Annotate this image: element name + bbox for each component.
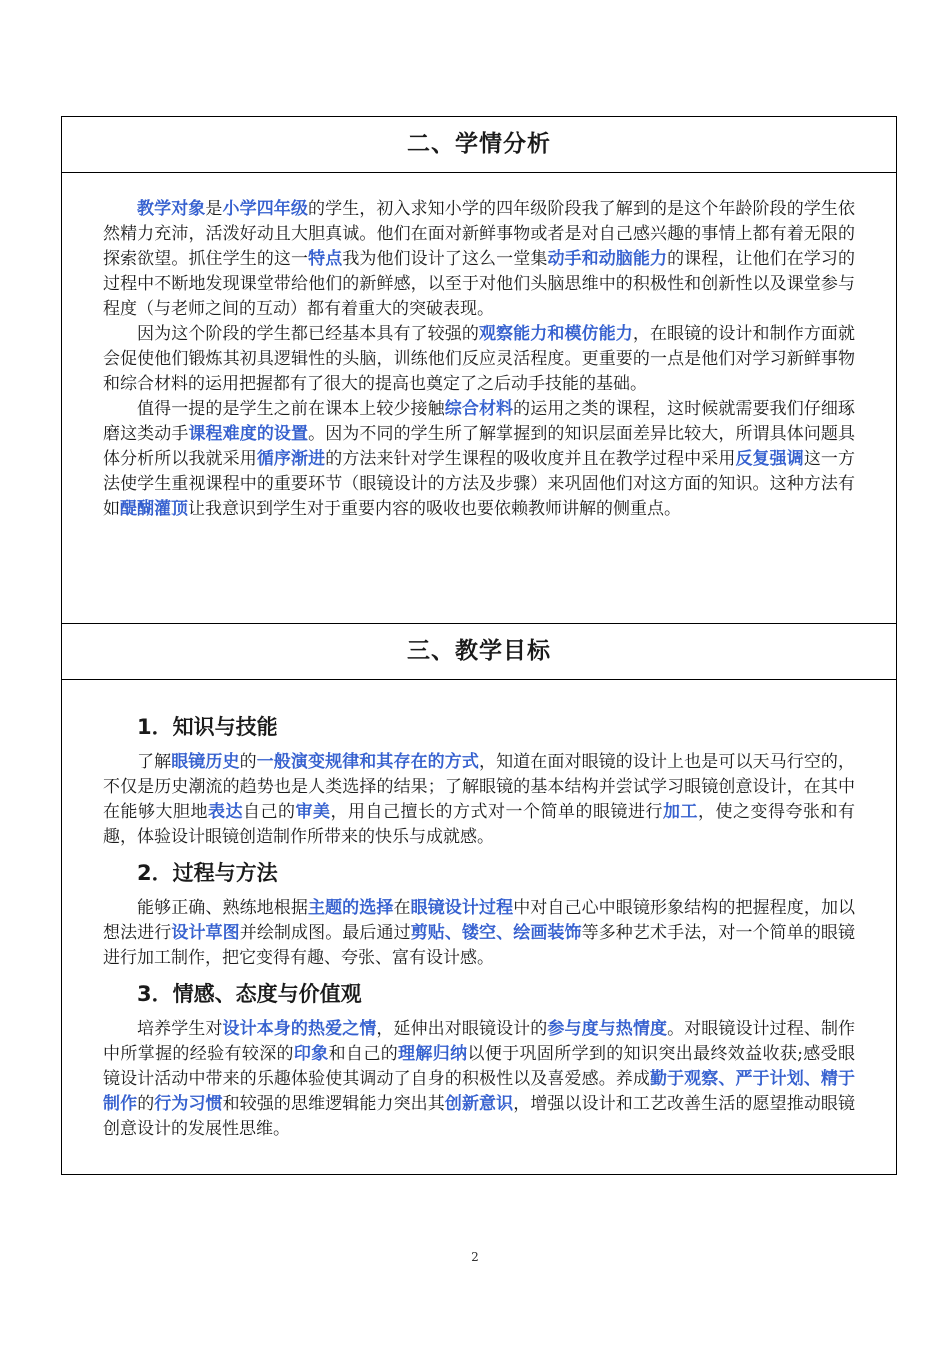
body-text: ，用自己擅长的方式对一个简单的眼镜进行 [330,802,663,822]
highlight-term: 创新意识 [444,1094,514,1114]
analysis-paragraph-1 [103,197,855,322]
highlight-term: 循序渐进 [256,449,326,469]
highlight-term: 教学对象 [137,199,206,219]
body-text: 和较强的思维逻辑能力突出其 [222,1094,445,1114]
highlight-term: 勤于观察、严于计划、精于制作 [103,1069,856,1114]
highlight-term: 课程难度的设置 [188,424,309,444]
body-text: 的 [137,1094,155,1114]
body-text: ，增强以设计和工艺改善生活的愿望推动眼镜创意设计的发展性思维。 [103,1094,856,1139]
body-text: 能够正确、熟练地根据 [137,898,308,918]
highlight-term: 设计草图 [171,923,240,943]
body-text: 我为他们设计了这么一堂集 [342,249,548,269]
highlight-term: 特点 [308,249,343,269]
goal-heading-process: 2．过程与方法 [137,861,278,885]
body-text: 自己的 [243,802,296,822]
section-title-analysis: 二、学情分析 [62,117,896,173]
highlight-term: 综合材料 [444,399,514,419]
page-number: 2 [471,1250,479,1264]
body-text: 的学生，初入求知小学的四年级阶段我了解到的是这个年龄阶段的学生依然精力充沛，活泼好动且大胆真诚。他们在面对新鲜事物或者是对自己感兴趣的事情上都有着无限的探索欲望。抓住学生的这一 [103,199,856,269]
highlight-term: 醍醐灌顶 [120,499,188,519]
highlight-term: 一般演变规律和其存在的方式 [256,752,479,772]
section-title-goals: 三、教学目标 [62,624,896,680]
body-text: 了解 [137,752,172,772]
body-text: ，知道在面对眼镜的设计上也是可以天马行空的，不仅是历史潮流的趋势也是人类选择的结果；了解眼镜的基本结构并尝试学习眼镜创意设计，在其中在能够大胆地 [103,752,856,822]
body-text: 值得一提的是学生之前在课本上较少接触 [137,399,445,419]
body-text: 的方法来针对学生课程的吸收度并且在教学过程中采用 [325,449,736,469]
highlight-term: 剪贴、镂空、绘画装饰 [410,923,582,943]
analysis-paragraph-2 [103,322,855,397]
body-text: ，使之变得夸张和有趣，体验设计眼镜创造制作所带来的快乐与成就感。 [103,802,855,847]
highlight-term: 主题的选择 [307,898,394,918]
body-text: 的运用之类的课程，这时候就需要我们仔细琢磨这类动手 [103,399,856,444]
body-text: 让我意识到学生对于重要内容的吸收也要依赖教师讲解的侧重点。 [188,499,681,519]
body-text: 这一方法使学生重视课程中的重要环节（眼镜设计的方法及步骤）来巩固他们对这方面的知识。这种方法有如 [103,449,856,519]
highlight-term: 参与度与热情度 [547,1019,668,1039]
lesson-plan-table [61,116,897,1175]
body-text: 因为这个阶段的学生都已经基本具有了较强的 [137,324,479,344]
body-text: 的课程，让他们在学习的过程中不断地发现课堂带给他们的新鲜感，以至于对他们头脑思维中的积极性和创新性以及课堂参与程度（与老师之间的互动）都有着重大的突破表现。 [103,249,856,319]
highlight-term: 印象 [293,1044,329,1064]
body-text: 。对眼镜设计过程、制作中所掌握的经验有较深的 [103,1019,856,1064]
highlight-term: 眼镜设计过程 [410,898,514,918]
goal-paragraph-knowledge [103,750,855,850]
goal-heading-knowledge: 1．知识与技能 [137,715,278,739]
body-text: 在 [393,898,411,918]
body-text: ，延伸出对眼镜设计的 [376,1019,548,1039]
body-text: 以便于巩固所学到的知识突出最终效益收获;感受眼镜设计活动中带来的乐趣体验使其调动了自身的积极性以及喜爱感。养成 [103,1044,856,1089]
goal-heading-values: 3．情感、态度与价值观 [137,982,362,1006]
highlight-term: 反复强调 [735,449,804,469]
section-body-goals [62,680,896,1174]
highlight-term: 表达 [208,802,243,822]
highlight-term: 加工 [663,802,698,822]
highlight-term: 动手和动脑能力 [547,249,668,269]
highlight-term: 审美 [295,802,331,822]
highlight-term: 行为习惯 [154,1094,223,1114]
body-text: 和自己的 [328,1044,399,1064]
highlight-term: 小学四年级 [222,199,308,219]
highlight-term: 观察能力和模仿能力 [478,324,633,344]
highlight-term: 眼镜历史 [171,752,240,772]
body-text: 培养学生对 [137,1019,223,1039]
goal-paragraph-values [103,1017,855,1142]
body-text: 。因为不同的学生所了解掌握到的知识层面差异比较大，所谓具体问题具体分析所以我就采用 [103,424,856,469]
body-text: ，在眼镜的设计和制作方面就会促使他们锻炼其初具逻辑性的头脑，训练他们反应灵活程度。更重要的一点是他们对学习新鲜事物和综合材料的运用把握都有了很大的提高也奠定了之后动手技能的基础。 [103,324,856,394]
body-text: 中对自己心中眼镜形象结构的把握程度，加以想法进行 [103,898,856,943]
highlight-term: 设计本身的热爱之情 [222,1019,377,1039]
goal-paragraph-process [103,896,855,971]
section-body-analysis [62,173,896,624]
body-text: 并绘制成图。最后通过 [239,923,411,943]
analysis-paragraph-3 [103,397,855,522]
body-text: 的 [239,752,257,772]
body-text: 等多种艺术手法，对一个简单的眼镜进行加工制作，把它变得有趣、夸张、富有设计感。 [103,923,856,968]
highlight-term: 理解归纳 [398,1044,468,1064]
body-text: 是 [205,199,223,219]
